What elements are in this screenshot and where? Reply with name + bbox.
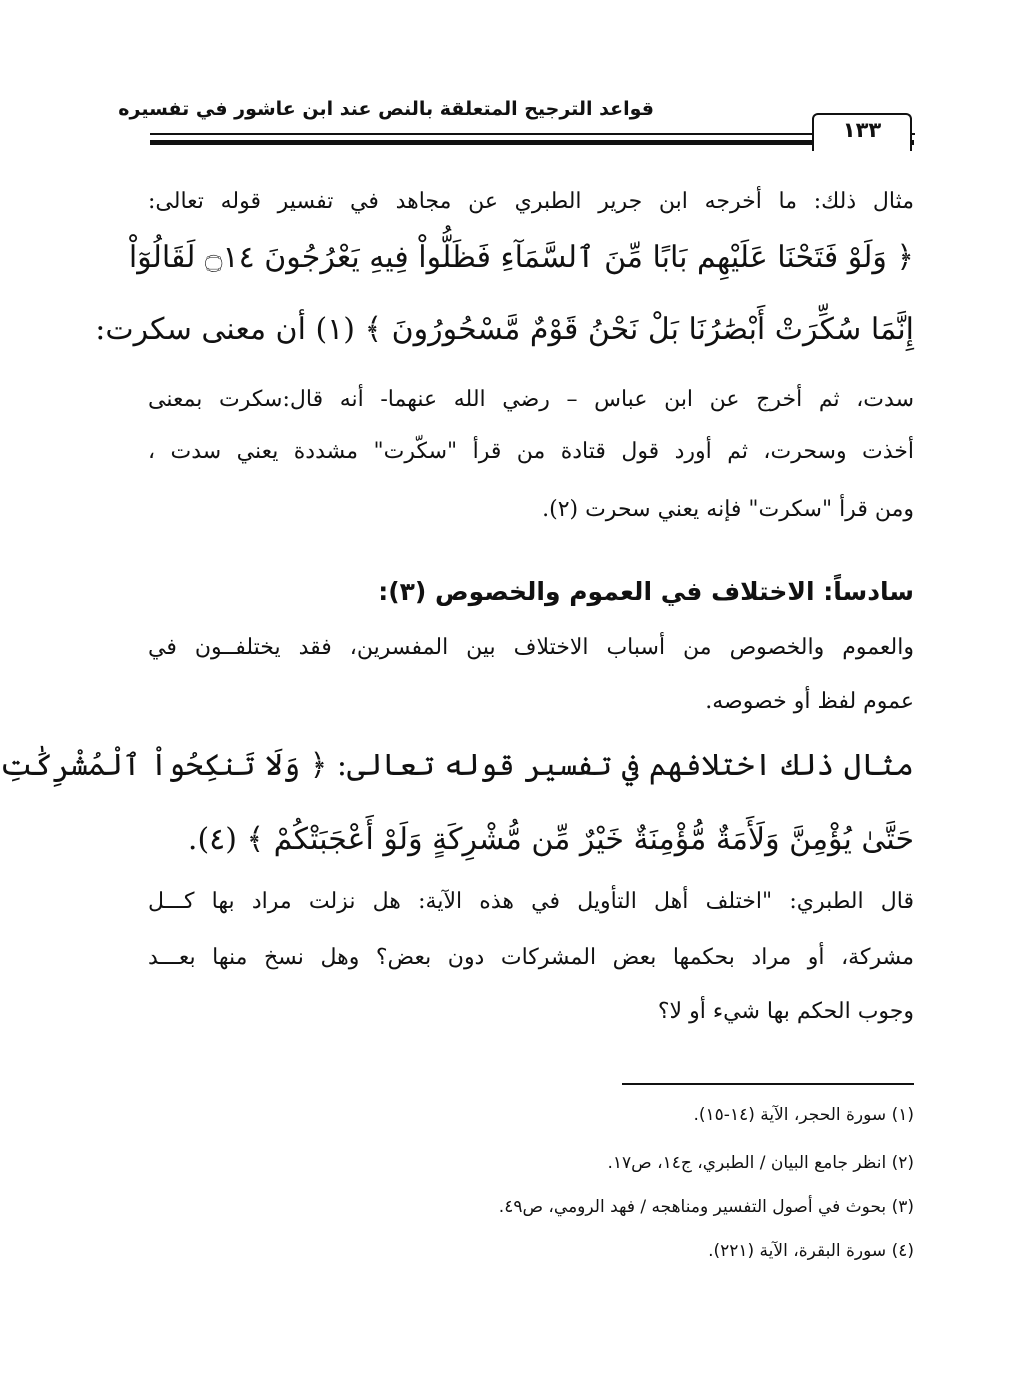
footnote: (٣) بحوث في أصول التفسير ومناهجه / فهد الرومي، ص٤٩. bbox=[498, 1197, 914, 1217]
body-line: ومن قرأ "سكرت" فإنه يعني سحرت (٢). bbox=[542, 497, 914, 522]
body-line: والعموم والخصوص من أسباب الاختلاف بين المفسرين، فقد يختلفــون في bbox=[148, 635, 914, 660]
body-line: أخذت وسحرت، ثم أورد قول قتادة من قرأ "سكّرت" مشددة يعني سدت ، bbox=[148, 439, 914, 464]
quran-verse-line: إِنَّمَا سُكِّرَتْ أَبْصَٰرُنَا بَلْ نَحْنُ قَوْمٌ مَّسْحُورُونَ ﴾ (١) أن معنى سكرت: bbox=[95, 312, 914, 347]
body-line: وجوب الحكم بها شيء أو لا؟ bbox=[657, 999, 914, 1024]
quran-verse-line: مثال ذلك اختلافهم في تفسير قوله تعالى: ﴿ وَلَا تَنكِحُواْ ٱلْمُشْرِكَٰتِ bbox=[0, 748, 914, 783]
header-rule-thick bbox=[150, 140, 914, 145]
footnote-separator bbox=[622, 1083, 914, 1085]
footnote: (١) سورة الحجر، الآية (١٤-١٥). bbox=[693, 1105, 914, 1125]
quran-verse-line: ﴿ وَلَوْ فَتَحْنَا عَلَيْهِم بَابًا مِّنَ ٱلسَّمَآءِ فَظَلُّواْ فِيهِ يَعْرُجُونَ ۝١٤ لَقَالُوٓاْ bbox=[128, 240, 914, 275]
body-line: مثال ذلك: ما أخرجه ابن جرير الطبري عن مجاهد في تفسير قوله تعالى: bbox=[148, 189, 914, 214]
section-heading: سادساً: الاختلاف في العموم والخصوص (٣): bbox=[378, 577, 914, 606]
header-rule-thin bbox=[150, 133, 812, 135]
body-line: عموم لفظ أو خصوصه. bbox=[705, 689, 914, 714]
body-line: سدت، ثم أخرج عن ابن عباس – رضي الله عنهما- أنه قال:سكرت بمعنى bbox=[148, 387, 914, 412]
footnote: (٢) انظر جامع البيان / الطبري، ج١٤، ص١٧. bbox=[607, 1153, 914, 1173]
quran-verse-line: حَتَّىٰ يُؤْمِنَّ وَلَأَمَةٌ مُّؤْمِنَةٌ خَيْرٌ مِّن مُّشْرِكَةٍ وَلَوْ أَعْجَبَتْكُمْ ﴾ (٤). bbox=[187, 822, 914, 857]
running-header-title: قواعد الترجيح المتعلقة بالنص عند ابن عاشور في تفسيره bbox=[118, 98, 654, 120]
footnote: (٤) سورة البقرة، الآية (٢٢١). bbox=[708, 1241, 914, 1261]
page-number: ١٣٣ bbox=[812, 113, 912, 151]
body-line: مشركة، أو مراد بحكمها بعض المشركات دون بعض؟ وهل نسخ منها بعـــد bbox=[148, 945, 914, 970]
body-line: قال الطبري: "اختلف أهل التأويل في هذه الآية: هل نزلت مراد بها كـــل bbox=[148, 889, 914, 914]
